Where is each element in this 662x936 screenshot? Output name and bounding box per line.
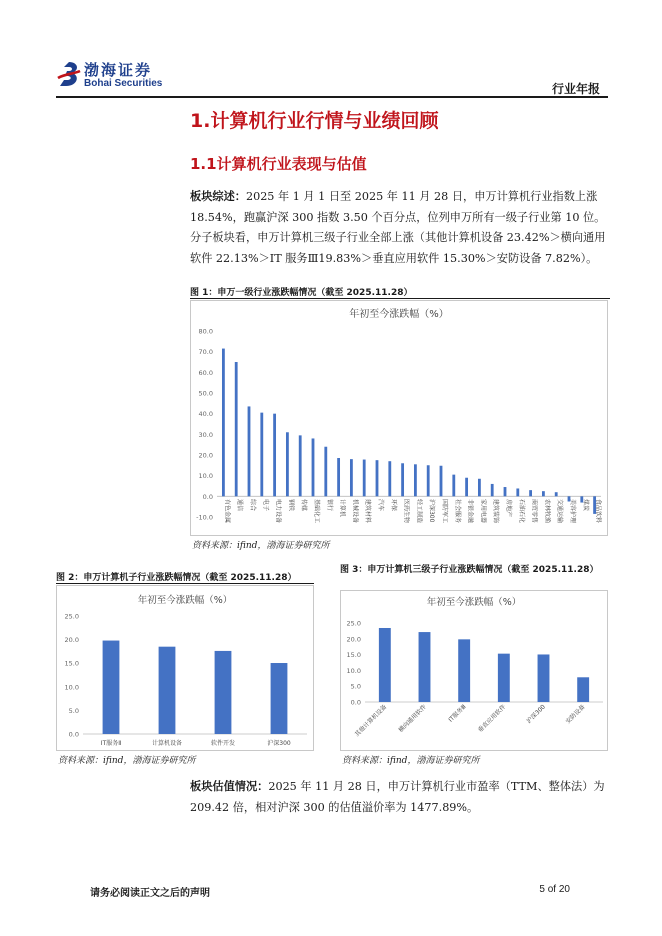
bar-沪深300 bbox=[271, 663, 288, 734]
category-label: 轻工制造 bbox=[415, 499, 423, 524]
category-label: 垂直应用软件 bbox=[476, 703, 508, 734]
category-label: 商贸零售 bbox=[530, 499, 538, 524]
bar-有色金属 bbox=[222, 349, 225, 497]
figure3-chart bbox=[341, 591, 607, 750]
figure1-source: 资料来源：ifind，渤海证券研究所 bbox=[192, 541, 330, 551]
category-label: 安防设备 bbox=[564, 703, 587, 726]
category-label: 软件开发 bbox=[210, 740, 236, 747]
y-tick-label: 60.0 bbox=[198, 368, 213, 377]
category-label: 银行 bbox=[325, 499, 333, 512]
bar-计算机 bbox=[337, 458, 340, 496]
bar-国防军工 bbox=[440, 466, 443, 497]
category-label: 医药生物 bbox=[402, 499, 410, 524]
category-label: 电力设备 bbox=[274, 499, 282, 524]
figure2-caption: 图 2：申万计算机子行业涨跌幅情况（截至 2025.11.28） bbox=[56, 573, 297, 583]
bar-电力设备 bbox=[273, 414, 276, 497]
y-tick-label: 5.0 bbox=[350, 682, 361, 691]
category-label: 其他计算机设备 bbox=[353, 703, 389, 739]
category-label: IT服务Ⅱ bbox=[100, 740, 122, 747]
category-label: 沪深300 bbox=[525, 703, 547, 725]
y-tick-label: 70.0 bbox=[198, 348, 213, 357]
y-tick-label: -10.0 bbox=[196, 513, 213, 522]
bar-综合 bbox=[248, 406, 251, 496]
category-label: IT服务Ⅲ bbox=[447, 703, 468, 724]
y-tick-label: 5.0 bbox=[68, 706, 79, 715]
sector-summary-text: 2025 年 1 月 1 日至 2025 年 11 月 28 日，申万计算机行业指数上涨 18.54%，跑赢沪深 300 指数 3.50 个百分点，位列申万所有一级子行业第 10 位。分子板块看，申万计算机三级子行业全部上涨（其他计算机设备 23.42%＞横向通用软件 22.13%＞IT 服务Ⅲ19.83%＞垂直应用软件 15.30%＞安防设备 7.82%）。 bbox=[190, 190, 606, 265]
category-label: 传媒 bbox=[300, 499, 308, 512]
footer-page-number: 5 of 20 bbox=[539, 884, 570, 895]
bar-社会服务 bbox=[452, 475, 455, 497]
category-label: 机械设备 bbox=[351, 499, 359, 524]
bar-IT服务Ⅲ bbox=[458, 639, 470, 702]
category-label: 煤炭 bbox=[581, 499, 589, 512]
y-tick-label: 20.0 bbox=[64, 636, 79, 645]
bar-横向通用软件 bbox=[419, 632, 431, 702]
figure1-caption: 图 1：申万一级行业涨跌幅情况（截至 2025.11.28） bbox=[190, 288, 413, 298]
footer-disclaimer: 请务必阅读正文之后的声明 bbox=[90, 888, 210, 899]
y-tick-label: 10.0 bbox=[64, 683, 79, 692]
y-tick-label: 40.0 bbox=[198, 410, 213, 419]
bar-轻工制造 bbox=[414, 464, 417, 496]
bar-建筑装饰 bbox=[491, 484, 494, 496]
category-label: 汽车 bbox=[377, 499, 384, 512]
category-label: 国防军工 bbox=[441, 499, 448, 524]
category-label: 交通运输 bbox=[556, 499, 564, 524]
category-label: 家用电器 bbox=[479, 499, 487, 524]
category-label: 房地产 bbox=[505, 499, 512, 518]
figure3-caption: 图 3：申万计算机三级子行业涨跌幅情况（截至 2025.11.28） bbox=[340, 565, 599, 575]
bar-通信 bbox=[235, 362, 238, 496]
category-label: 社会服务 bbox=[453, 499, 461, 524]
bar-钢铁 bbox=[286, 432, 289, 496]
bar-沪深300 bbox=[427, 465, 430, 496]
category-label: 美容护理 bbox=[569, 499, 576, 524]
category-label: 基础化工 bbox=[313, 499, 320, 524]
y-tick-label: 80.0 bbox=[198, 327, 213, 336]
bar-环保 bbox=[388, 461, 391, 496]
valuation-label: 板块估值情况： bbox=[190, 779, 269, 793]
y-tick-label: 15.0 bbox=[64, 659, 79, 668]
bar-计算机设备 bbox=[159, 647, 176, 734]
bar-基础化工 bbox=[312, 438, 315, 496]
y-tick-label: 25.0 bbox=[64, 612, 79, 621]
y-tick-label: 10.0 bbox=[346, 666, 361, 675]
bar-沪深300 bbox=[538, 654, 550, 702]
bar-机械设备 bbox=[350, 459, 353, 496]
category-label: 计算机设备 bbox=[151, 740, 183, 747]
category-label: 环保 bbox=[389, 499, 397, 512]
report-type-label: 行业年报 bbox=[551, 82, 600, 96]
section-heading: 1.计算机行业行情与业绩回顾 bbox=[190, 110, 439, 132]
y-tick-label: 15.0 bbox=[346, 651, 361, 660]
y-tick-label: 20.0 bbox=[198, 451, 213, 460]
bar-银行 bbox=[324, 447, 327, 497]
bar-农林牧渔 bbox=[542, 491, 545, 496]
bohai-logo-icon bbox=[56, 60, 82, 88]
y-tick-label: 0.0 bbox=[350, 698, 361, 707]
bar-家用电器 bbox=[478, 479, 481, 497]
chart-title: 年初至今涨跌幅（%） bbox=[426, 597, 522, 608]
figure2-chart-frame bbox=[56, 585, 314, 751]
y-tick-label: 10.0 bbox=[198, 472, 213, 481]
figure2-caption-rule bbox=[56, 583, 314, 584]
category-label: 计算机 bbox=[338, 499, 346, 518]
y-tick-label: 25.0 bbox=[346, 619, 361, 628]
category-label: 非银金融 bbox=[466, 499, 474, 524]
bar-软件开发 bbox=[215, 651, 232, 734]
chart-title: 年初至今涨跌幅（%） bbox=[137, 595, 233, 606]
valuation-text: 2025 年 11 月 28 日，申万计算机行业市盈率（TTM、整体法）为 209.42 倍，相对沪深 300 的估值溢价率为 1477.89%。 bbox=[190, 780, 605, 814]
bar-非银金融 bbox=[465, 478, 468, 497]
bar-交通运输 bbox=[555, 492, 558, 496]
bar-建筑材料 bbox=[363, 460, 366, 497]
category-label: 电子 bbox=[261, 499, 269, 512]
subsection-heading: 1.1计算机行业表现与估值 bbox=[190, 155, 367, 173]
y-tick-label: 50.0 bbox=[198, 389, 213, 398]
category-label: 农林牧渔 bbox=[543, 499, 551, 524]
category-label: 建筑装饰 bbox=[492, 499, 500, 524]
bar-房地产 bbox=[504, 487, 507, 496]
logo-english-name: Bohai Securities bbox=[84, 78, 163, 89]
bar-安防设备 bbox=[577, 677, 589, 702]
y-tick-label: 30.0 bbox=[198, 430, 213, 439]
category-label: 石油石化 bbox=[517, 499, 525, 524]
bar-电子 bbox=[260, 413, 263, 497]
category-label: 综合 bbox=[249, 499, 256, 512]
figure1-chart-frame bbox=[190, 300, 608, 536]
bar-垂直应用软件 bbox=[498, 654, 510, 702]
bar-医药生物 bbox=[401, 463, 404, 496]
bar-其他计算机设备 bbox=[379, 628, 391, 702]
category-label: 建筑材料 bbox=[364, 499, 372, 524]
sector-summary-label: 板块综述： bbox=[190, 189, 246, 203]
y-tick-label: 20.0 bbox=[346, 635, 361, 644]
header-divider bbox=[56, 96, 608, 98]
figure2-chart bbox=[57, 586, 313, 750]
figure3-chart-frame bbox=[340, 590, 608, 751]
logo-chinese-name: 渤海证券 bbox=[84, 61, 153, 79]
valuation-paragraph bbox=[190, 776, 610, 818]
category-label: 钢铁 bbox=[287, 499, 295, 512]
category-label: 横向通用软件 bbox=[397, 703, 428, 734]
chart-title: 年初至今涨跌幅（%） bbox=[349, 309, 449, 320]
category-label: 沪深300 bbox=[267, 740, 291, 747]
figure1-caption-rule bbox=[190, 298, 610, 299]
bar-汽车 bbox=[376, 460, 379, 496]
category-label: 食品饮料 bbox=[594, 499, 602, 524]
sector-summary-paragraph bbox=[190, 186, 610, 269]
figure1-chart bbox=[191, 301, 607, 535]
figure2-source: 资料来源：ifind，渤海证券研究所 bbox=[58, 756, 196, 766]
figure3-source: 资料来源：ifind，渤海证券研究所 bbox=[342, 756, 480, 766]
category-label: 沪深300 bbox=[428, 499, 436, 523]
y-tick-label: 0.0 bbox=[68, 730, 79, 739]
bar-商贸零售 bbox=[529, 490, 532, 496]
bar-IT服务Ⅱ bbox=[103, 641, 120, 734]
category-label: 有色金属 bbox=[223, 499, 231, 524]
y-tick-label: 0.0 bbox=[202, 492, 213, 501]
bar-石油石化 bbox=[516, 488, 519, 496]
category-label: 通信 bbox=[236, 499, 244, 512]
bar-传媒 bbox=[299, 435, 302, 496]
